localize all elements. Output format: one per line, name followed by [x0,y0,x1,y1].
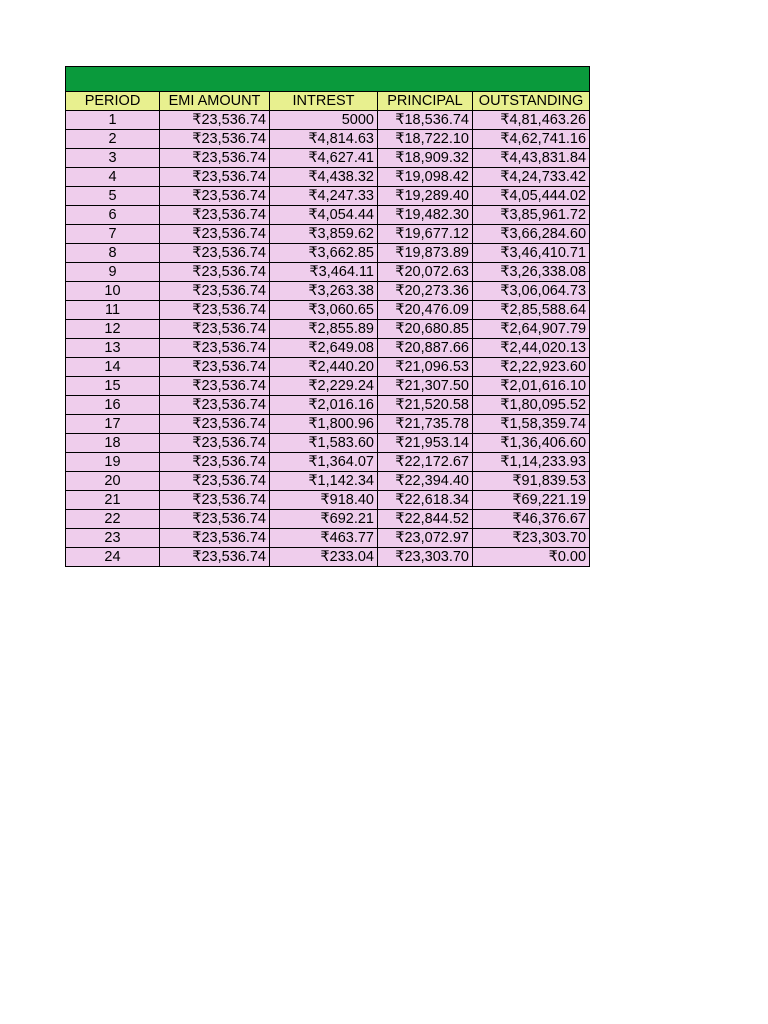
outstanding-cell: ₹2,22,923.60 [473,358,590,377]
period-cell: 5 [66,187,160,206]
period-cell: 13 [66,339,160,358]
principal-cell: ₹21,735.78 [378,415,473,434]
period-cell: 17 [66,415,160,434]
header-interest: INTREST [270,92,378,111]
interest-cell: ₹4,627.41 [270,149,378,168]
table-row [66,149,590,168]
outstanding-cell: ₹3,85,961.72 [473,206,590,225]
emi-amount-cell: ₹23,536.74 [160,225,270,244]
interest-cell: ₹2,016.16 [270,396,378,415]
outstanding-cell: ₹0.00 [473,548,590,567]
principal-cell: ₹18,536.74 [378,111,473,130]
table-row [66,187,590,206]
period-cell: 22 [66,510,160,529]
period-cell: 23 [66,529,160,548]
interest-cell: ₹3,662.85 [270,244,378,263]
principal-cell: ₹23,072.97 [378,529,473,548]
interest-cell: ₹4,054.44 [270,206,378,225]
period-cell: 12 [66,320,160,339]
table-row [66,358,590,377]
header-principal: PRINCIPAL [378,92,473,111]
period-cell: 15 [66,377,160,396]
principal-cell: ₹23,303.70 [378,548,473,567]
table-row [66,396,590,415]
emi-amount-cell: ₹23,536.74 [160,187,270,206]
emi-schedule-table [65,66,590,567]
outstanding-cell: ₹1,36,406.60 [473,434,590,453]
interest-cell: ₹2,649.08 [270,339,378,358]
principal-cell: ₹19,098.42 [378,168,473,187]
outstanding-cell: ₹2,64,907.79 [473,320,590,339]
outstanding-cell: ₹23,303.70 [473,529,590,548]
outstanding-cell: ₹3,66,284.60 [473,225,590,244]
interest-cell: ₹4,438.32 [270,168,378,187]
banner-cell [66,67,590,92]
table-banner [66,67,590,92]
header-period: PERIOD [66,92,160,111]
outstanding-cell: ₹2,85,588.64 [473,301,590,320]
principal-cell: ₹19,677.12 [378,225,473,244]
interest-cell: ₹3,464.11 [270,263,378,282]
interest-cell: ₹918.40 [270,491,378,510]
period-cell: 2 [66,130,160,149]
interest-cell: ₹3,263.38 [270,282,378,301]
interest-cell: ₹1,142.34 [270,472,378,491]
outstanding-cell: ₹2,01,616.10 [473,377,590,396]
period-cell: 11 [66,301,160,320]
table-row [66,434,590,453]
interest-cell: ₹2,855.89 [270,320,378,339]
principal-cell: ₹18,909.32 [378,149,473,168]
period-cell: 10 [66,282,160,301]
table-row [66,301,590,320]
principal-cell: ₹22,172.67 [378,453,473,472]
outstanding-cell: ₹4,62,741.16 [473,130,590,149]
emi-amount-cell: ₹23,536.74 [160,244,270,263]
table-row [66,339,590,358]
principal-cell: ₹19,873.89 [378,244,473,263]
outstanding-cell: ₹4,24,733.42 [473,168,590,187]
emi-amount-cell: ₹23,536.74 [160,510,270,529]
emi-amount-cell: ₹23,536.74 [160,263,270,282]
outstanding-cell: ₹46,376.67 [473,510,590,529]
emi-amount-cell: ₹23,536.74 [160,529,270,548]
emi-amount-cell: ₹23,536.74 [160,130,270,149]
table-row [66,168,590,187]
interest-cell: ₹2,229.24 [270,377,378,396]
period-cell: 18 [66,434,160,453]
outstanding-cell: ₹4,81,463.26 [473,111,590,130]
outstanding-cell: ₹4,05,444.02 [473,187,590,206]
principal-cell: ₹19,482.30 [378,206,473,225]
emi-amount-cell: ₹23,536.74 [160,434,270,453]
period-cell: 1 [66,111,160,130]
emi-amount-cell: ₹23,536.74 [160,491,270,510]
table-row [66,472,590,491]
emi-amount-cell: ₹23,536.74 [160,358,270,377]
outstanding-cell: ₹1,80,095.52 [473,396,590,415]
principal-cell: ₹19,289.40 [378,187,473,206]
period-cell: 19 [66,453,160,472]
period-cell: 8 [66,244,160,263]
table-row [66,548,590,567]
table-row [66,415,590,434]
interest-cell: ₹3,859.62 [270,225,378,244]
interest-cell: 5000 [270,111,378,130]
principal-cell: ₹22,394.40 [378,472,473,491]
emi-amount-cell: ₹23,536.74 [160,111,270,130]
emi-amount-cell: ₹23,536.74 [160,548,270,567]
principal-cell: ₹21,953.14 [378,434,473,453]
interest-cell: ₹463.77 [270,529,378,548]
outstanding-cell: ₹4,43,831.84 [473,149,590,168]
interest-cell: ₹233.04 [270,548,378,567]
emi-amount-cell: ₹23,536.74 [160,206,270,225]
principal-cell: ₹20,072.63 [378,263,473,282]
emi-amount-cell: ₹23,536.74 [160,339,270,358]
principal-cell: ₹21,096.53 [378,358,473,377]
period-cell: 20 [66,472,160,491]
table-row [66,225,590,244]
emi-amount-cell: ₹23,536.74 [160,377,270,396]
period-cell: 4 [66,168,160,187]
principal-cell: ₹22,618.34 [378,491,473,510]
period-cell: 24 [66,548,160,567]
principal-cell: ₹20,476.09 [378,301,473,320]
outstanding-cell: ₹3,06,064.73 [473,282,590,301]
period-cell: 14 [66,358,160,377]
outstanding-cell: ₹91,839.53 [473,472,590,491]
table-row [66,510,590,529]
header-outstanding: OUTSTANDING [473,92,590,111]
emi-amount-cell: ₹23,536.74 [160,320,270,339]
principal-cell: ₹21,520.58 [378,396,473,415]
interest-cell: ₹4,814.63 [270,130,378,149]
outstanding-cell: ₹3,26,338.08 [473,263,590,282]
period-cell: 7 [66,225,160,244]
table-row [66,206,590,225]
table-row [66,263,590,282]
interest-cell: ₹1,800.96 [270,415,378,434]
table-row [66,377,590,396]
table-row [66,244,590,263]
principal-cell: ₹20,680.85 [378,320,473,339]
interest-cell: ₹4,247.33 [270,187,378,206]
outstanding-cell: ₹1,58,359.74 [473,415,590,434]
outstanding-cell: ₹69,221.19 [473,491,590,510]
table-row [66,491,590,510]
period-cell: 9 [66,263,160,282]
emi-amount-cell: ₹23,536.74 [160,453,270,472]
emi-amount-cell: ₹23,536.74 [160,282,270,301]
outstanding-cell: ₹3,46,410.71 [473,244,590,263]
outstanding-cell: ₹2,44,020.13 [473,339,590,358]
table-row [66,529,590,548]
interest-cell: ₹1,364.07 [270,453,378,472]
table-row [66,320,590,339]
header-emi-amount: EMI AMOUNT [160,92,270,111]
header-row [66,92,590,111]
principal-cell: ₹22,844.52 [378,510,473,529]
table-row [66,282,590,301]
emi-amount-cell: ₹23,536.74 [160,168,270,187]
period-cell: 21 [66,491,160,510]
principal-cell: ₹21,307.50 [378,377,473,396]
interest-cell: ₹3,060.65 [270,301,378,320]
table-body [66,111,590,567]
emi-amount-cell: ₹23,536.74 [160,396,270,415]
period-cell: 16 [66,396,160,415]
table-row [66,130,590,149]
outstanding-cell: ₹1,14,233.93 [473,453,590,472]
interest-cell: ₹2,440.20 [270,358,378,377]
emi-amount-cell: ₹23,536.74 [160,415,270,434]
interest-cell: ₹1,583.60 [270,434,378,453]
interest-cell: ₹692.21 [270,510,378,529]
period-cell: 3 [66,149,160,168]
table-row [66,111,590,130]
period-cell: 6 [66,206,160,225]
emi-amount-cell: ₹23,536.74 [160,149,270,168]
emi-amount-cell: ₹23,536.74 [160,472,270,491]
principal-cell: ₹18,722.10 [378,130,473,149]
principal-cell: ₹20,273.36 [378,282,473,301]
emi-amount-cell: ₹23,536.74 [160,301,270,320]
table-row [66,453,590,472]
principal-cell: ₹20,887.66 [378,339,473,358]
